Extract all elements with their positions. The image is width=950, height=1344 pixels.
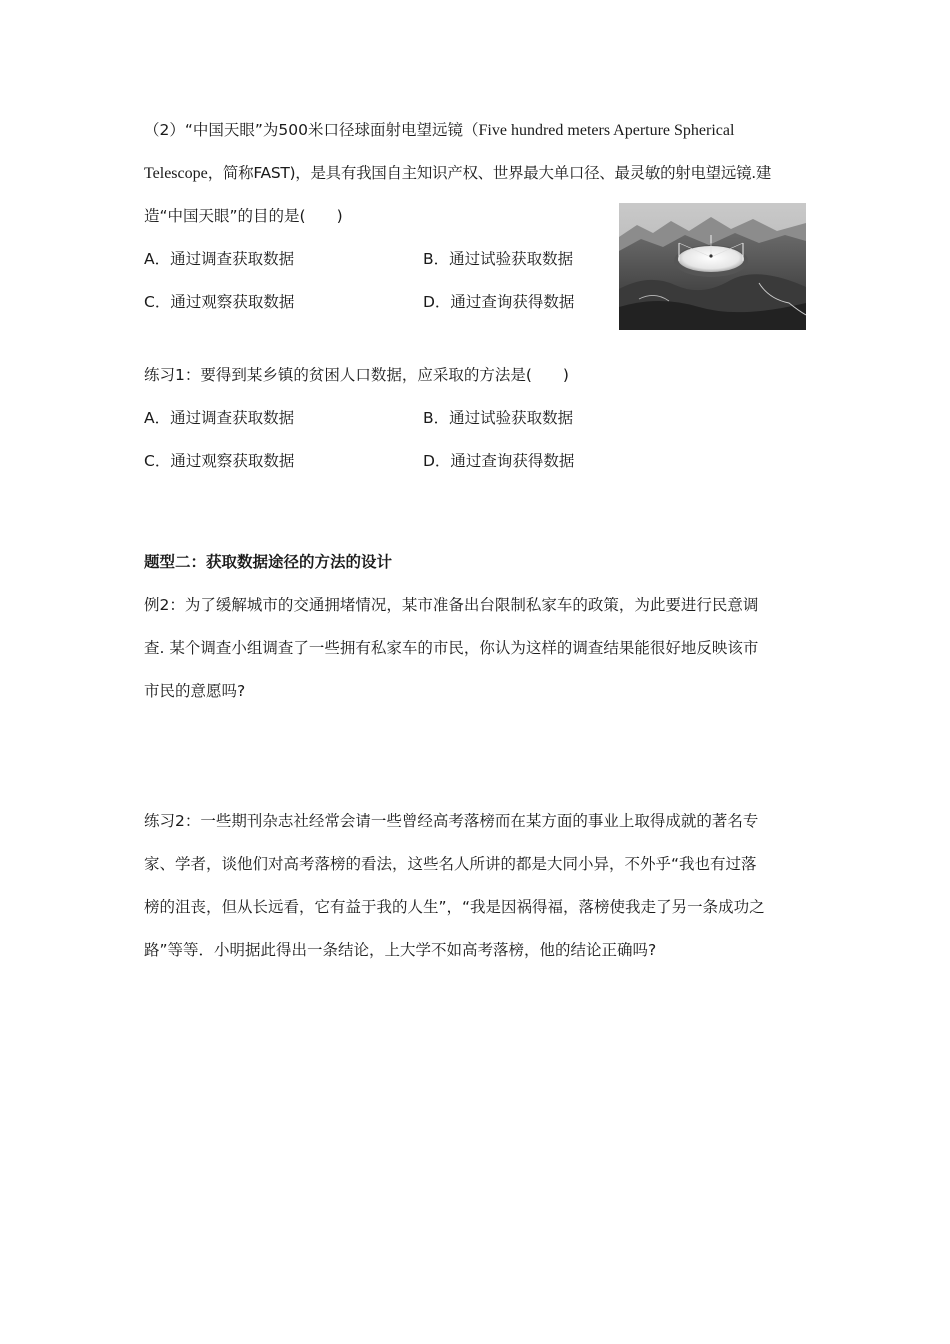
ex1-option-d: D．通过查询获得数据 (423, 452, 575, 470)
q2-line-1 (144, 119, 734, 142)
q2-option-c: C．通过观察获取数据 (144, 293, 295, 311)
fast-telescope-illustration (619, 203, 806, 330)
exercise2-line: 路”等等．小明据此得出一条结论，上大学不如高考落榜，他的结论正确吗? (144, 941, 657, 959)
ex1-option-a: A．通过调查获取数据 (144, 409, 295, 427)
ex1-option-b: B．通过试验获取数据 (423, 409, 574, 427)
q2-option-a: A．通过调查获取数据 (144, 250, 295, 268)
exercise2-line: 练习2：一些期刊杂志社经常会请一些曾经高考落榜而在某方面的事业上取得成就的著名专 (144, 812, 759, 830)
ex1-question: 练习1：要得到某乡镇的贫困人口数据，应采取的方法是( ) (144, 366, 569, 384)
q2-line-3: 造“中国天眼”的目的是( ) (144, 207, 343, 225)
exercise2-line: 家、学者，谈他们对高考落榜的看法，这些名人所讲的都是大同小异，不外乎“我也有过落 (144, 855, 757, 873)
q2-line-1-prefix: （2）“中国天眼”为500米口径球面射电望远镜（ (144, 121, 479, 139)
q2-line-1-latin: Five hundred meters Aperture Spherical (478, 122, 735, 139)
example2-line: 市民的意愿吗? (144, 682, 246, 700)
ex1-option-c: C．通过观察获取数据 (144, 452, 295, 470)
example2-line: 查. 某个调查小组调查了一些拥有私家车的市民，你认为这样的调查结果能很好地反映该市 (144, 639, 759, 657)
exercise2-line: 榜的沮丧，但从长远看，它有益于我的人生”，“我是因祸得福，落榜使我走了另一条成功之 (144, 898, 765, 916)
section2-heading: 题型二：获取数据途径的方法的设计 (144, 553, 393, 571)
example2-line: 例2：为了缓解城市的交通拥堵情况，某市准备出台限制私家车的政策，为此要进行民意调 (144, 596, 759, 614)
q2-line-2-rest: ，简称FAST)，是具有我国自主知识产权、世界最大单口径、最灵敏的射电望远镜.建 (207, 164, 772, 182)
q2-line-2 (144, 162, 771, 185)
q2-option-b: B．通过试验获取数据 (423, 250, 574, 268)
fast-telescope-photo (619, 203, 806, 330)
q2-option-d: D．通过查询获得数据 (423, 293, 575, 311)
q2-line-2-latin: Telescope (144, 165, 208, 182)
